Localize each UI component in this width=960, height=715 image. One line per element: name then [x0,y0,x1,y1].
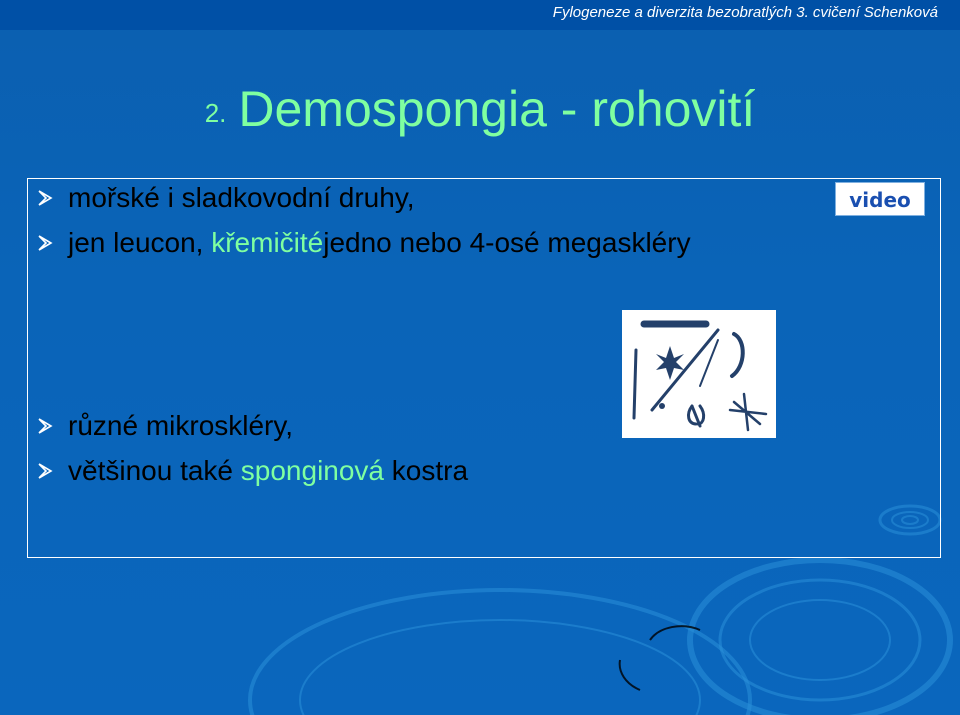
bullet-text-highlight: křemičité [211,227,324,258]
bullet-text: jen leucon, [68,227,204,258]
bullet-text-highlight: sponginová [240,455,385,486]
header-bar [0,0,960,30]
spicule-image [622,310,776,438]
arrow-bullet-icon [36,234,54,252]
slide-title [0,80,960,138]
bullet-item [36,410,293,442]
bullet-text: mořské i sladkovodní druhy, [68,182,415,213]
bullet-text: většinou také [68,455,233,486]
bullet-text: kostra [391,455,469,486]
bullet-item [36,455,468,487]
bullet-item [36,182,415,214]
bullet-item [36,227,691,259]
title-number: 2. [204,98,227,128]
bullet-text: různé mikroskléry, [68,410,294,441]
arrow-bullet-icon [36,417,54,435]
title-text: Demospongia - rohovití [238,81,756,137]
arrow-bullet-icon [36,462,54,480]
bullet-text: jedno nebo 4-osé megaskléry [323,227,691,258]
header-text: Fylogeneze a diverzita bezobratlých 3. cvičení Schenková [552,4,938,21]
video-button[interactable]: video [835,182,925,216]
arrow-bullet-icon [36,189,54,207]
